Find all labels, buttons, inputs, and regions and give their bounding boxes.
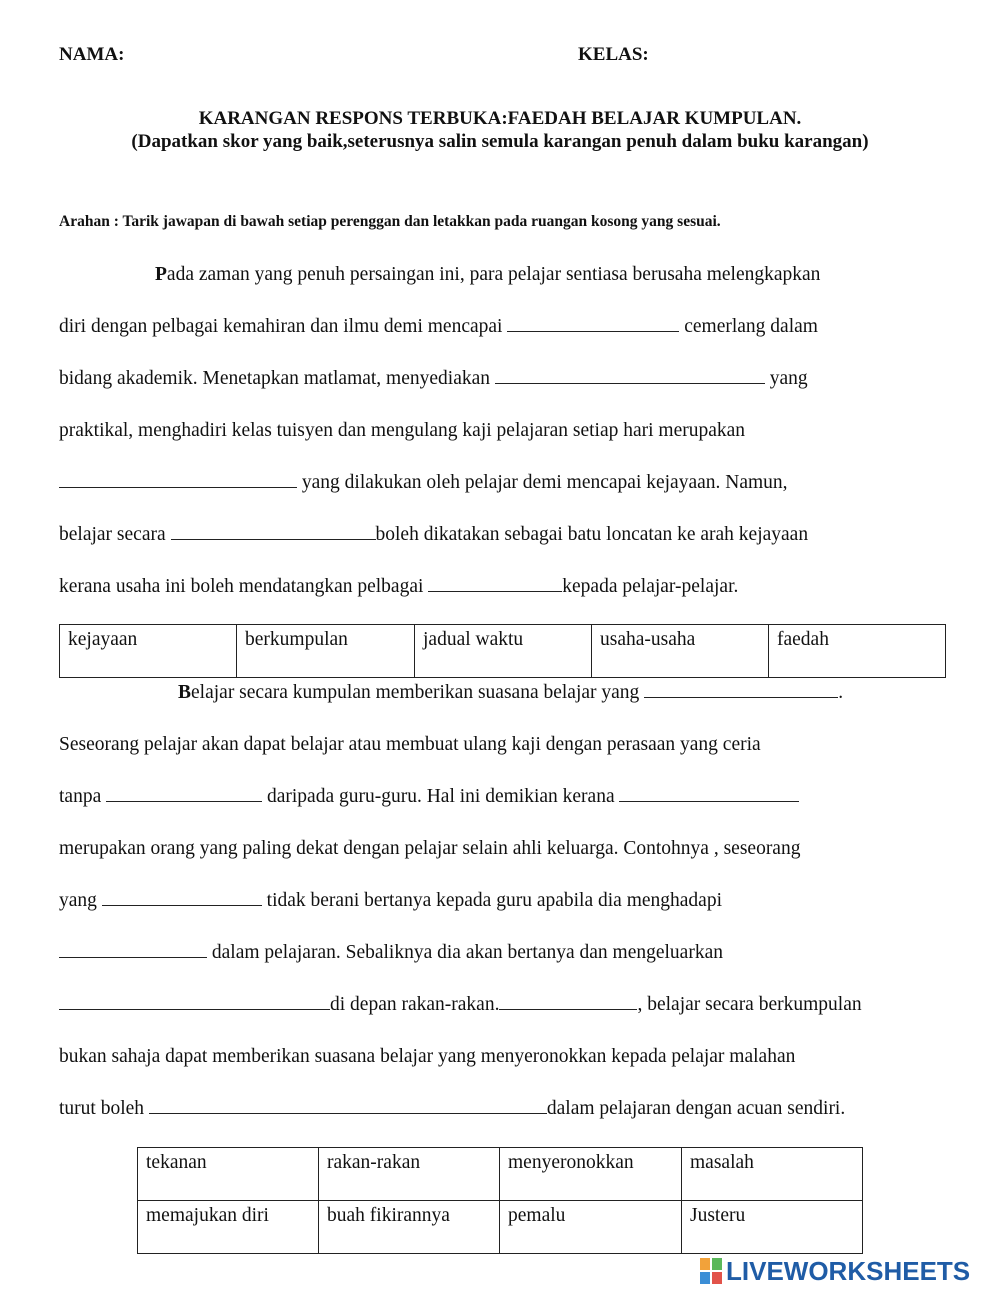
blank-7[interactable] [106, 786, 262, 802]
blank-12[interactable] [499, 994, 637, 1010]
blank-9[interactable] [102, 890, 262, 906]
blank-3[interactable] [59, 472, 297, 488]
page-subtitle: (Dapatkan skor yang baik,seterusnya salin semula karangan penuh dalam buku karangan) [131, 131, 869, 152]
word-option[interactable]: rakan-rakan [319, 1148, 500, 1201]
p1-line-5: yang dilakukan oleh pelajar demi mencapai kejayaan. Namun, [59, 472, 788, 494]
p2-line-8: bukan sahaja dapat memberikan suasana belajar yang menyeronokkan kepada pelajar malahan [59, 1046, 796, 1067]
word-option[interactable]: masalah [682, 1148, 863, 1201]
blank-11[interactable] [59, 994, 330, 1010]
liveworksheets-logo [700, 1256, 970, 1286]
p2-line-5: yang tidak berani bertanya kepada guru apabila dia menghadapi [59, 890, 723, 911]
p1-line-2: diri dengan pelbagai kemahiran dan ilmu demi mencapai cemerlang dalam [59, 316, 818, 337]
p2-line-1: Belajar secara kumpulan memberikan suasana belajar yang . [178, 682, 844, 703]
blank-2[interactable] [495, 368, 765, 384]
p1-line-6: belajar secara boleh dikatakan sebagai batu loncatan ke arah kejayaan [59, 524, 809, 545]
nama-label: NAMA: [59, 44, 125, 65]
word-option[interactable]: usaha-usaha [592, 625, 769, 678]
p1-line-7: kerana usaha ini boleh mendatangkan pelbagai kepada pelajar-pelajar. [59, 576, 739, 597]
word-option[interactable]: berkumpulan [237, 625, 415, 678]
word-option[interactable]: tekanan [138, 1148, 319, 1201]
word-option[interactable]: pemalu [500, 1201, 682, 1254]
instruction-text: Arahan : Tarik jawapan di bawah setiap perenggan dan letakkan pada ruangan kosong yang sesuai. [59, 213, 721, 230]
word-option[interactable]: kejayaan [60, 625, 237, 678]
p2-line-7: di depan rakan-rakan. , belajar secara berkumpulan [59, 994, 862, 1016]
word-option[interactable]: menyeronokkan [500, 1148, 682, 1201]
p1-line-4: praktikal, menghadiri kelas tuisyen dan mengulang kaji pelajaran setiap hari merupakan [59, 420, 746, 441]
word-option[interactable]: Justeru [682, 1201, 863, 1254]
p1-lead-letter: P [155, 264, 167, 285]
word-bank-2 [137, 1147, 863, 1254]
blank-8[interactable] [619, 786, 799, 802]
p2-line-9: turut boleh dalam pelajaran dengan acuan sendiri. [59, 1098, 846, 1119]
liveworksheets-icon [700, 1258, 722, 1284]
p2-lead-letter: B [178, 682, 192, 703]
kelas-label: KELAS: [578, 44, 649, 65]
page-title: KARANGAN RESPONS TERBUKA:FAEDAH BELAJAR KUMPULAN. [198, 108, 802, 129]
blank-4[interactable] [171, 524, 376, 540]
word-option[interactable]: buah fikirannya [319, 1201, 500, 1254]
p1-line-3: bidang akademik. Menetapkan matlamat, menyediakan yang [59, 368, 808, 389]
brand-name: LIVEWORKSHEETS [726, 1255, 971, 1286]
p1-line-1: Pada zaman yang penuh persaingan ini, para pelajar sentiasa berusaha melengkapkan [155, 264, 821, 285]
word-bank-1 [59, 624, 946, 678]
p2-line-6: dalam pelajaran. Sebaliknya dia akan bertanya dan mengeluarkan [59, 942, 723, 964]
p2-line-2: Seseorang pelajar akan dapat belajar atau membuat ulang kaji dengan perasaan yang ceria [59, 734, 761, 755]
word-option[interactable]: memajukan diri [138, 1201, 319, 1254]
blank-6[interactable] [644, 682, 838, 698]
blank-1[interactable] [507, 316, 679, 332]
blank-10[interactable] [59, 942, 207, 958]
word-option[interactable]: faedah [769, 625, 946, 678]
blank-13[interactable] [149, 1098, 547, 1114]
p2-line-4: merupakan orang yang paling dekat dengan pelajar selain ahli keluarga. Contohnya , seseorang [59, 838, 801, 859]
p2-line-3: tanpa daripada guru-guru. Hal ini demikian kerana [59, 786, 799, 808]
blank-5[interactable] [428, 576, 562, 592]
word-option[interactable]: jadual waktu [415, 625, 592, 678]
